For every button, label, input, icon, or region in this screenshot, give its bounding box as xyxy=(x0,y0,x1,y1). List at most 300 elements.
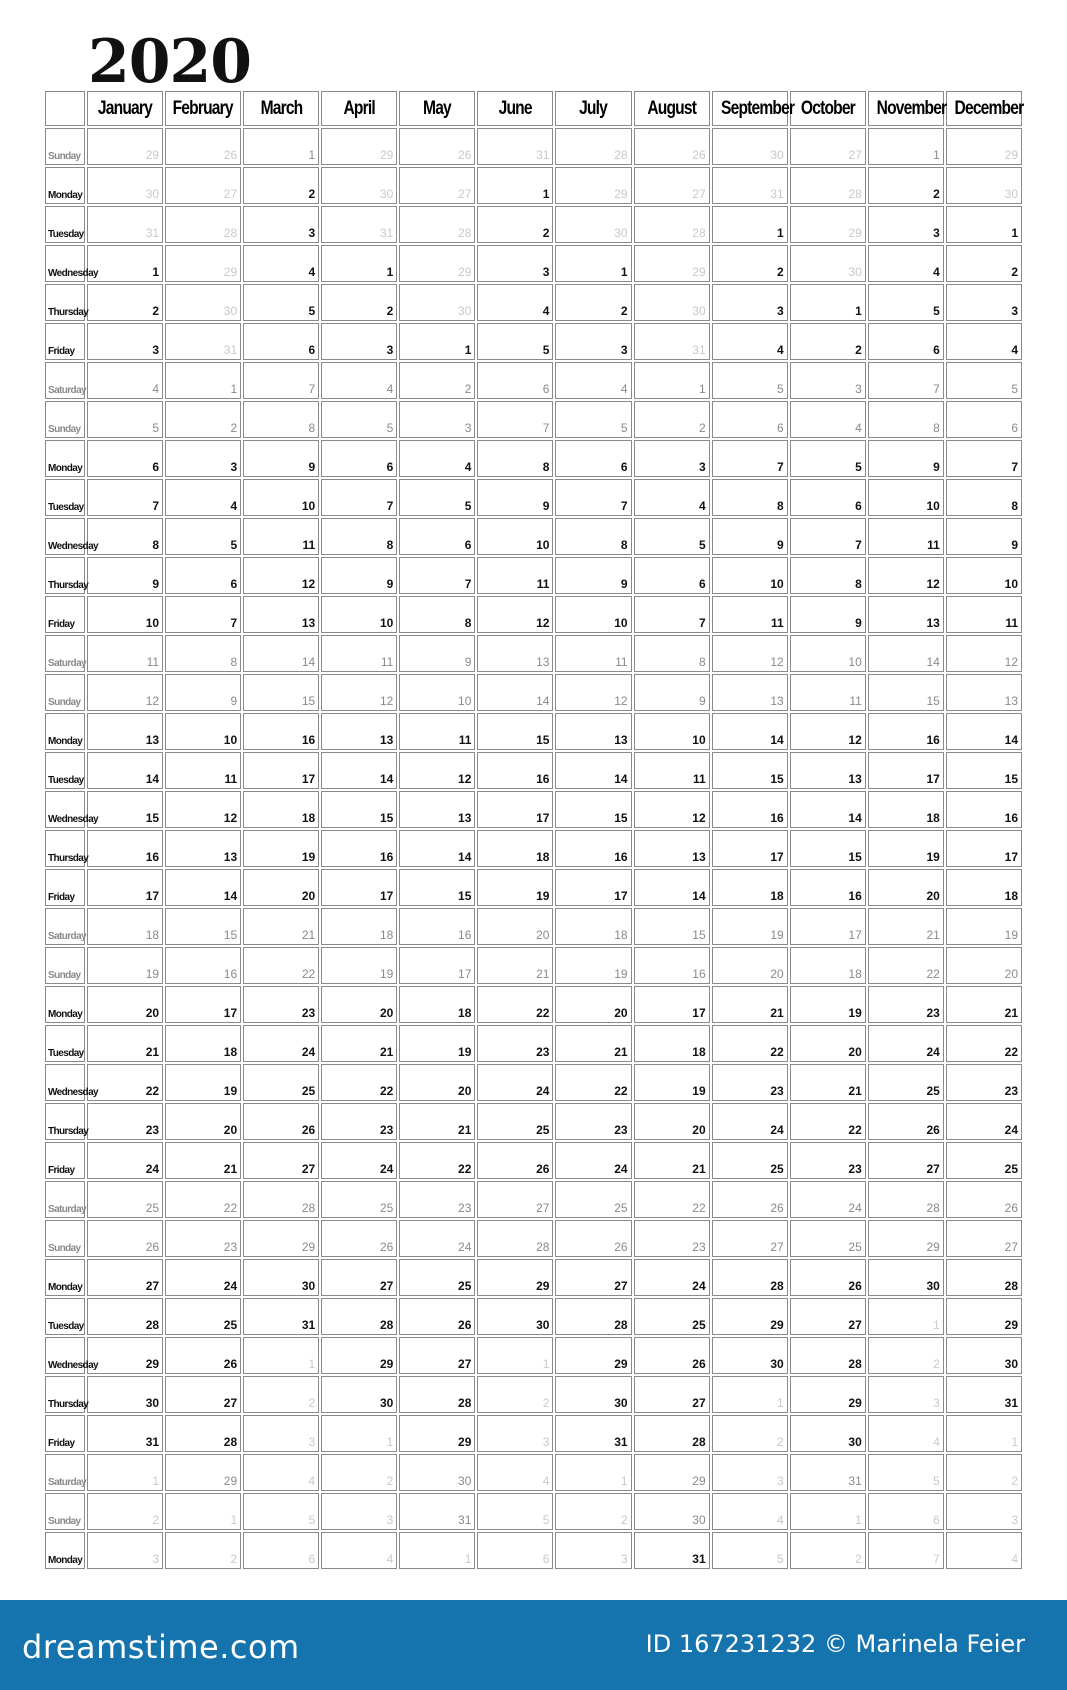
day-cell: 5 xyxy=(712,362,788,399)
day-cell: 7 xyxy=(634,596,710,633)
day-cell: 27 xyxy=(555,1259,631,1296)
day-cell: 1 xyxy=(321,245,397,282)
day-cell: 13 xyxy=(477,635,553,672)
adjacent-month-day-cell: 2 xyxy=(165,1532,241,1569)
day-cell: 10 xyxy=(243,479,319,516)
day-cell: 27 xyxy=(790,1298,866,1335)
day-cell: 25 xyxy=(165,1298,241,1335)
weekday-label: Thursday xyxy=(45,557,85,594)
day-cell: 17 xyxy=(790,908,866,945)
day-cell: 23 xyxy=(87,1103,163,1140)
day-cell: 7 xyxy=(243,362,319,399)
weekday-label: Friday xyxy=(45,1415,85,1452)
month-label: October xyxy=(800,97,855,119)
weekday-label: Thursday xyxy=(45,830,85,867)
day-cell: 23 xyxy=(321,1103,397,1140)
day-cell: 29 xyxy=(477,1259,553,1296)
calendar-row xyxy=(45,1532,1022,1569)
month-header-march xyxy=(243,91,319,126)
day-cell: 3 xyxy=(477,245,553,282)
month-header-august xyxy=(634,91,710,126)
adjacent-month-day-cell: 30 xyxy=(555,206,631,243)
day-cell: 7 xyxy=(87,479,163,516)
month-label: April xyxy=(343,97,375,119)
day-cell: 6 xyxy=(87,440,163,477)
calendar-row xyxy=(45,1064,1022,1101)
weekday-label: Monday xyxy=(45,1259,85,1296)
adjacent-month-day-cell: 30 xyxy=(634,284,710,321)
adjacent-month-day-cell: 30 xyxy=(165,284,241,321)
day-cell: 8 xyxy=(790,557,866,594)
day-cell: 20 xyxy=(477,908,553,945)
day-cell: 5 xyxy=(321,401,397,438)
day-cell: 1 xyxy=(399,323,475,360)
day-cell: 31 xyxy=(243,1298,319,1335)
day-cell: 2 xyxy=(243,167,319,204)
day-cell: 5 xyxy=(555,401,631,438)
day-cell: 27 xyxy=(477,1181,553,1218)
adjacent-month-day-cell: 5 xyxy=(712,1532,788,1569)
day-cell: 19 xyxy=(868,830,944,867)
day-cell: 5 xyxy=(946,362,1022,399)
adjacent-month-day-cell: 3 xyxy=(712,1454,788,1491)
month-label: December xyxy=(954,97,1024,119)
adjacent-month-day-cell: 2 xyxy=(321,1454,397,1491)
day-cell: 21 xyxy=(477,947,553,984)
day-cell: 3 xyxy=(243,206,319,243)
day-cell: 9 xyxy=(634,674,710,711)
day-cell: 2 xyxy=(165,401,241,438)
day-cell: 1 xyxy=(868,128,944,165)
day-cell: 2 xyxy=(946,245,1022,282)
day-cell: 19 xyxy=(321,947,397,984)
day-cell: 27 xyxy=(946,1220,1022,1257)
day-cell: 9 xyxy=(477,479,553,516)
day-cell: 23 xyxy=(790,1142,866,1179)
day-cell: 26 xyxy=(555,1220,631,1257)
day-cell: 20 xyxy=(243,869,319,906)
day-cell: 14 xyxy=(868,635,944,672)
day-cell: 22 xyxy=(321,1064,397,1101)
adjacent-month-day-cell: 31 xyxy=(321,206,397,243)
day-cell: 25 xyxy=(712,1142,788,1179)
weekday-label: Monday xyxy=(45,986,85,1023)
day-cell: 27 xyxy=(399,1337,475,1374)
adjacent-month-day-cell: 30 xyxy=(399,284,475,321)
day-cell: 16 xyxy=(868,713,944,750)
adjacent-month-day-cell: 1 xyxy=(790,1493,866,1530)
day-cell: 16 xyxy=(399,908,475,945)
day-cell: 8 xyxy=(477,440,553,477)
day-cell: 7 xyxy=(477,401,553,438)
day-cell: 12 xyxy=(868,557,944,594)
adjacent-month-day-cell: 29 xyxy=(634,245,710,282)
weekday-label: Sunday xyxy=(45,947,85,984)
day-cell: 19 xyxy=(399,1025,475,1062)
day-cell: 2 xyxy=(790,323,866,360)
day-cell: 10 xyxy=(555,596,631,633)
day-cell: 23 xyxy=(243,986,319,1023)
day-cell: 21 xyxy=(87,1025,163,1062)
adjacent-month-day-cell: 3 xyxy=(555,1532,631,1569)
day-cell: 5 xyxy=(790,440,866,477)
adjacent-month-day-cell: 30 xyxy=(321,167,397,204)
day-cell: 21 xyxy=(165,1142,241,1179)
day-cell: 22 xyxy=(477,986,553,1023)
day-cell: 23 xyxy=(946,1064,1022,1101)
adjacent-month-day-cell: 30 xyxy=(790,245,866,282)
day-cell: 12 xyxy=(477,596,553,633)
adjacent-month-day-cell: 29 xyxy=(399,245,475,282)
adjacent-month-day-cell: 28 xyxy=(790,167,866,204)
day-cell: 7 xyxy=(946,440,1022,477)
adjacent-month-day-cell: 29 xyxy=(790,206,866,243)
day-cell: 29 xyxy=(399,1415,475,1452)
adjacent-month-day-cell: 5 xyxy=(243,1493,319,1530)
day-cell: 11 xyxy=(477,557,553,594)
adjacent-month-day-cell: 29 xyxy=(946,128,1022,165)
day-cell: 20 xyxy=(321,986,397,1023)
day-cell: 28 xyxy=(477,1220,553,1257)
year-calendar-grid xyxy=(43,89,1024,1571)
adjacent-month-day-cell: 31 xyxy=(712,167,788,204)
adjacent-month-day-cell: 1 xyxy=(321,1415,397,1452)
adjacent-month-day-cell: 3 xyxy=(321,1493,397,1530)
adjacent-month-day-cell: 1 xyxy=(555,1454,631,1491)
day-cell: 26 xyxy=(87,1220,163,1257)
day-cell: 3 xyxy=(712,284,788,321)
day-cell: 19 xyxy=(946,908,1022,945)
day-cell: 23 xyxy=(868,986,944,1023)
day-cell: 30 xyxy=(321,1376,397,1413)
day-cell: 10 xyxy=(87,596,163,633)
day-cell: 19 xyxy=(634,1064,710,1101)
adjacent-month-day-cell: 27 xyxy=(399,167,475,204)
dreamstime-logo[interactable]: dreamstime.com xyxy=(22,1628,300,1666)
day-cell: 9 xyxy=(790,596,866,633)
month-header-june xyxy=(477,91,553,126)
day-cell: 17 xyxy=(165,986,241,1023)
day-cell: 20 xyxy=(712,947,788,984)
calendar-row xyxy=(45,674,1022,711)
day-cell: 12 xyxy=(87,674,163,711)
day-cell: 6 xyxy=(946,401,1022,438)
adjacent-month-day-cell: 30 xyxy=(87,167,163,204)
adjacent-month-day-cell: 4 xyxy=(243,1454,319,1491)
month-header-october xyxy=(790,91,866,126)
adjacent-month-day-cell: 2 xyxy=(87,1493,163,1530)
weekday-label: Sunday xyxy=(45,674,85,711)
calendar-row xyxy=(45,440,1022,477)
day-cell: 23 xyxy=(477,1025,553,1062)
day-cell: 18 xyxy=(477,830,553,867)
day-cell: 2 xyxy=(477,206,553,243)
adjacent-month-day-cell: 26 xyxy=(399,128,475,165)
day-cell: 9 xyxy=(165,674,241,711)
adjacent-month-day-cell: 1 xyxy=(868,1298,944,1335)
day-cell: 27 xyxy=(165,1376,241,1413)
weekday-label: Wednesday xyxy=(45,1064,85,1101)
day-cell: 15 xyxy=(790,830,866,867)
day-cell: 19 xyxy=(555,947,631,984)
day-cell: 29 xyxy=(712,1298,788,1335)
day-cell: 11 xyxy=(790,674,866,711)
day-cell: 11 xyxy=(165,752,241,789)
day-cell: 9 xyxy=(243,440,319,477)
day-cell: 18 xyxy=(868,791,944,828)
day-cell: 15 xyxy=(243,674,319,711)
calendar-row xyxy=(45,128,1022,165)
day-cell: 8 xyxy=(243,401,319,438)
weekday-label: Thursday xyxy=(45,284,85,321)
adjacent-month-day-cell: 2 xyxy=(868,1337,944,1374)
month-header-may xyxy=(399,91,475,126)
day-cell: 22 xyxy=(165,1181,241,1218)
day-cell: 2 xyxy=(321,284,397,321)
weekday-label: Tuesday xyxy=(45,479,85,516)
day-cell: 21 xyxy=(946,986,1022,1023)
calendar-row xyxy=(45,596,1022,633)
day-cell: 28 xyxy=(165,1415,241,1452)
day-cell: 14 xyxy=(399,830,475,867)
day-cell: 19 xyxy=(790,986,866,1023)
day-cell: 31 xyxy=(790,1454,866,1491)
calendar-row xyxy=(45,1415,1022,1452)
day-cell: 5 xyxy=(87,401,163,438)
day-cell: 25 xyxy=(399,1259,475,1296)
day-cell: 12 xyxy=(243,557,319,594)
day-cell: 30 xyxy=(399,1454,475,1491)
adjacent-month-day-cell: 4 xyxy=(712,1493,788,1530)
day-cell: 6 xyxy=(868,323,944,360)
day-cell: 12 xyxy=(399,752,475,789)
calendar-row xyxy=(45,1103,1022,1140)
weekday-label: Tuesday xyxy=(45,1025,85,1062)
day-cell: 7 xyxy=(868,362,944,399)
day-cell: 31 xyxy=(946,1376,1022,1413)
day-cell: 20 xyxy=(946,947,1022,984)
day-cell: 18 xyxy=(321,908,397,945)
adjacent-month-day-cell: 4 xyxy=(946,1532,1022,1569)
day-cell: 7 xyxy=(399,557,475,594)
day-cell: 28 xyxy=(555,1298,631,1335)
day-cell: 22 xyxy=(243,947,319,984)
weekday-label: Thursday xyxy=(45,1376,85,1413)
day-cell: 4 xyxy=(321,362,397,399)
month-label: March xyxy=(260,97,303,119)
day-cell: 10 xyxy=(477,518,553,555)
adjacent-month-day-cell: 2 xyxy=(477,1376,553,1413)
weekday-label: Saturday xyxy=(45,635,85,672)
day-cell: 26 xyxy=(790,1259,866,1296)
day-cell: 13 xyxy=(555,713,631,750)
day-cell: 12 xyxy=(555,674,631,711)
day-cell: 2 xyxy=(634,401,710,438)
day-cell: 28 xyxy=(946,1259,1022,1296)
adjacent-month-day-cell: 27 xyxy=(165,167,241,204)
day-cell: 3 xyxy=(634,440,710,477)
day-cell: 4 xyxy=(165,479,241,516)
day-cell: 9 xyxy=(712,518,788,555)
day-cell: 1 xyxy=(555,245,631,282)
day-cell: 4 xyxy=(634,479,710,516)
day-cell: 4 xyxy=(790,401,866,438)
day-cell: 25 xyxy=(321,1181,397,1218)
calendar-row xyxy=(45,323,1022,360)
day-cell: 12 xyxy=(946,635,1022,672)
day-cell: 24 xyxy=(321,1142,397,1179)
day-cell: 17 xyxy=(87,869,163,906)
day-cell: 25 xyxy=(555,1181,631,1218)
day-cell: 30 xyxy=(243,1259,319,1296)
adjacent-month-day-cell: 1 xyxy=(946,1415,1022,1452)
day-cell: 28 xyxy=(243,1181,319,1218)
day-cell: 22 xyxy=(790,1103,866,1140)
day-cell: 11 xyxy=(399,713,475,750)
adjacent-month-day-cell: 31 xyxy=(165,323,241,360)
day-cell: 15 xyxy=(321,791,397,828)
day-cell: 7 xyxy=(790,518,866,555)
day-cell: 18 xyxy=(399,986,475,1023)
day-cell: 10 xyxy=(712,557,788,594)
calendar-row xyxy=(45,284,1022,321)
day-cell: 29 xyxy=(243,1220,319,1257)
calendar-row xyxy=(45,206,1022,243)
adjacent-month-day-cell: 29 xyxy=(87,128,163,165)
day-cell: 8 xyxy=(165,635,241,672)
day-cell: 23 xyxy=(399,1181,475,1218)
day-cell: 2 xyxy=(399,362,475,399)
day-cell: 12 xyxy=(634,791,710,828)
day-cell: 8 xyxy=(634,635,710,672)
day-cell: 17 xyxy=(555,869,631,906)
month-label: September xyxy=(720,97,794,119)
calendar-row xyxy=(45,1493,1022,1530)
day-cell: 13 xyxy=(321,713,397,750)
day-cell: 1 xyxy=(790,284,866,321)
weekday-label: Tuesday xyxy=(45,1298,85,1335)
day-cell: 29 xyxy=(87,1337,163,1374)
day-cell: 11 xyxy=(87,635,163,672)
day-cell: 29 xyxy=(165,1454,241,1491)
day-cell: 7 xyxy=(555,479,631,516)
day-cell: 3 xyxy=(399,401,475,438)
day-cell: 30 xyxy=(712,1337,788,1374)
day-cell: 3 xyxy=(555,323,631,360)
day-cell: 14 xyxy=(555,752,631,789)
day-cell: 20 xyxy=(790,1025,866,1062)
weekday-label: Wednesday xyxy=(45,518,85,555)
day-cell: 24 xyxy=(87,1142,163,1179)
calendar-year-title: 2020 xyxy=(88,27,251,97)
day-cell: 25 xyxy=(868,1064,944,1101)
day-cell: 20 xyxy=(87,986,163,1023)
day-cell: 29 xyxy=(946,1298,1022,1335)
adjacent-month-day-cell: 31 xyxy=(87,206,163,243)
day-cell: 5 xyxy=(477,323,553,360)
day-cell: 16 xyxy=(634,947,710,984)
day-cell: 5 xyxy=(634,518,710,555)
day-cell: 17 xyxy=(477,791,553,828)
adjacent-month-day-cell: 27 xyxy=(634,167,710,204)
weekday-label: Wednesday xyxy=(45,791,85,828)
day-cell: 15 xyxy=(477,713,553,750)
day-cell: 16 xyxy=(87,830,163,867)
month-header-december xyxy=(946,91,1022,126)
day-cell: 17 xyxy=(946,830,1022,867)
adjacent-month-day-cell: 26 xyxy=(634,128,710,165)
day-cell: 25 xyxy=(946,1142,1022,1179)
day-cell: 6 xyxy=(321,440,397,477)
calendar-row xyxy=(45,1454,1022,1491)
day-cell: 26 xyxy=(634,1337,710,1374)
day-cell: 1 xyxy=(87,245,163,282)
day-cell: 27 xyxy=(243,1142,319,1179)
day-cell: 31 xyxy=(399,1493,475,1530)
day-cell: 14 xyxy=(321,752,397,789)
day-cell: 23 xyxy=(634,1220,710,1257)
day-cell: 30 xyxy=(946,1337,1022,1374)
day-cell: 10 xyxy=(165,713,241,750)
day-cell: 18 xyxy=(790,947,866,984)
adjacent-month-day-cell: 1 xyxy=(399,1532,475,1569)
day-cell: 30 xyxy=(87,1376,163,1413)
day-cell: 2 xyxy=(712,245,788,282)
day-cell: 6 xyxy=(477,362,553,399)
weekday-label: Monday xyxy=(45,1532,85,1569)
day-cell: 16 xyxy=(712,791,788,828)
day-cell: 8 xyxy=(868,401,944,438)
day-cell: 25 xyxy=(477,1103,553,1140)
day-cell: 29 xyxy=(321,1337,397,1374)
day-cell: 6 xyxy=(165,557,241,594)
day-cell: 11 xyxy=(555,635,631,672)
day-cell: 19 xyxy=(165,1064,241,1101)
day-cell: 29 xyxy=(790,1376,866,1413)
day-cell: 23 xyxy=(555,1103,631,1140)
day-cell: 15 xyxy=(946,752,1022,789)
day-cell: 14 xyxy=(946,713,1022,750)
day-cell: 29 xyxy=(868,1220,944,1257)
adjacent-month-day-cell: 3 xyxy=(87,1532,163,1569)
day-cell: 28 xyxy=(87,1298,163,1335)
day-cell: 10 xyxy=(868,479,944,516)
day-cell: 15 xyxy=(87,791,163,828)
day-cell: 5 xyxy=(165,518,241,555)
calendar-row xyxy=(45,1025,1022,1062)
day-cell: 16 xyxy=(790,869,866,906)
day-cell: 13 xyxy=(790,752,866,789)
day-cell: 3 xyxy=(165,440,241,477)
adjacent-month-day-cell: 4 xyxy=(868,1415,944,1452)
day-cell: 13 xyxy=(634,830,710,867)
day-cell: 31 xyxy=(555,1415,631,1452)
day-cell: 6 xyxy=(399,518,475,555)
day-cell: 9 xyxy=(868,440,944,477)
adjacent-month-day-cell: 2 xyxy=(790,1532,866,1569)
adjacent-month-day-cell: 1 xyxy=(87,1454,163,1491)
day-cell: 26 xyxy=(946,1181,1022,1218)
calendar-row xyxy=(45,1337,1022,1374)
day-cell: 15 xyxy=(712,752,788,789)
calendar-row xyxy=(45,401,1022,438)
calendar-row xyxy=(45,1220,1022,1257)
day-cell: 28 xyxy=(321,1298,397,1335)
day-cell: 27 xyxy=(712,1220,788,1257)
calendar-row xyxy=(45,518,1022,555)
day-cell: 24 xyxy=(399,1220,475,1257)
adjacent-month-day-cell: 1 xyxy=(165,1493,241,1530)
